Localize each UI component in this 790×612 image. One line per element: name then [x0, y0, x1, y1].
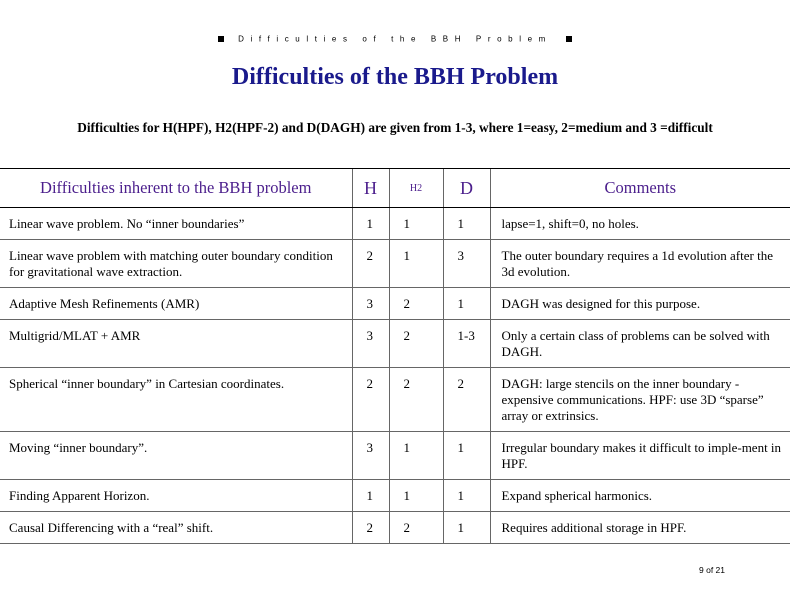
running-head-text: Difficulties of the BBH Problem	[238, 34, 552, 44]
cell-h2: 1	[389, 240, 443, 288]
cell-problem: Causal Differencing with a “real” shift.	[0, 512, 352, 544]
cell-h: 3	[352, 288, 389, 320]
cell-h: 3	[352, 320, 389, 368]
table-row	[0, 480, 790, 512]
cell-h2: 2	[389, 288, 443, 320]
cell-h2: 1	[389, 432, 443, 480]
cell-comment: DAGH was designed for this purpose.	[490, 288, 790, 320]
header-problem: Difficulties inherent to the BBH problem	[0, 169, 352, 208]
cell-problem: Linear wave problem. No “inner boundaries”	[0, 208, 352, 240]
table-header-row	[0, 169, 790, 208]
cell-h2: 2	[389, 320, 443, 368]
page-title: Difficulties of the BBH Problem	[231, 64, 559, 90]
cell-h: 1	[352, 480, 389, 512]
cell-problem: Spherical “inner boundary” in Cartesian coordinates.	[0, 368, 352, 432]
cell-problem: Moving “inner boundary”.	[0, 432, 352, 480]
table-row	[0, 240, 790, 288]
square-bullet-icon	[218, 36, 224, 42]
cell-d: 3	[443, 240, 490, 288]
cell-problem: Adaptive Mesh Refinements (AMR)	[0, 288, 352, 320]
table-row	[0, 208, 790, 240]
cell-h2: 2	[389, 512, 443, 544]
page-number: 9 of 21	[699, 565, 725, 575]
cell-h: 2	[352, 512, 389, 544]
cell-comment: DAGH: large stencils on the inner boundary - expensive communications. HPF: use 3D “sparse” array or extrinsics.	[490, 368, 790, 432]
cell-h: 1	[352, 208, 389, 240]
cell-d: 1	[443, 432, 490, 480]
difficulties-table	[0, 168, 790, 544]
cell-comment: Irregular boundary makes it difficult to imple-ment in HPF.	[490, 432, 790, 480]
cell-h: 3	[352, 432, 389, 480]
cell-h2: 2	[389, 368, 443, 432]
header-comments: Comments	[490, 169, 790, 208]
cell-problem: Linear wave problem with matching outer boundary condition for gravitational wave extraction.	[0, 240, 352, 288]
cell-comment: The outer boundary requires a 1d evolution after the 3d evolution.	[490, 240, 790, 288]
cell-problem: Multigrid/MLAT + AMR	[0, 320, 352, 368]
cell-comment: Only a certain class of problems can be solved with DAGH.	[490, 320, 790, 368]
header-d: D	[443, 169, 490, 208]
cell-h2: 1	[389, 208, 443, 240]
table-row	[0, 432, 790, 480]
cell-d: 1-3	[443, 320, 490, 368]
cell-h: 2	[352, 240, 389, 288]
table-row	[0, 368, 790, 432]
cell-d: 1	[443, 288, 490, 320]
cell-d: 2	[443, 368, 490, 432]
running-head	[0, 34, 790, 43]
cell-d: 1	[443, 208, 490, 240]
difficulty-scale-note: Difficulties for H(HPF), H2(HPF-2) and D(DAGH) are given from 1-3, where 1=easy, 2=medium and 3 =difficult	[77, 120, 713, 135]
cell-h: 2	[352, 368, 389, 432]
cell-comment: Requires additional storage in HPF.	[490, 512, 790, 544]
square-bullet-icon	[566, 36, 572, 42]
cell-comment: lapse=1, shift=0, no holes.	[490, 208, 790, 240]
cell-d: 1	[443, 480, 490, 512]
table-row	[0, 512, 790, 544]
cell-problem: Finding Apparent Horizon.	[0, 480, 352, 512]
table-row	[0, 288, 790, 320]
cell-d: 1	[443, 512, 490, 544]
table-row	[0, 320, 790, 368]
header-h2: H2	[389, 169, 443, 208]
cell-comment: Expand spherical harmonics.	[490, 480, 790, 512]
cell-h2: 1	[389, 480, 443, 512]
header-h: H	[352, 169, 389, 208]
